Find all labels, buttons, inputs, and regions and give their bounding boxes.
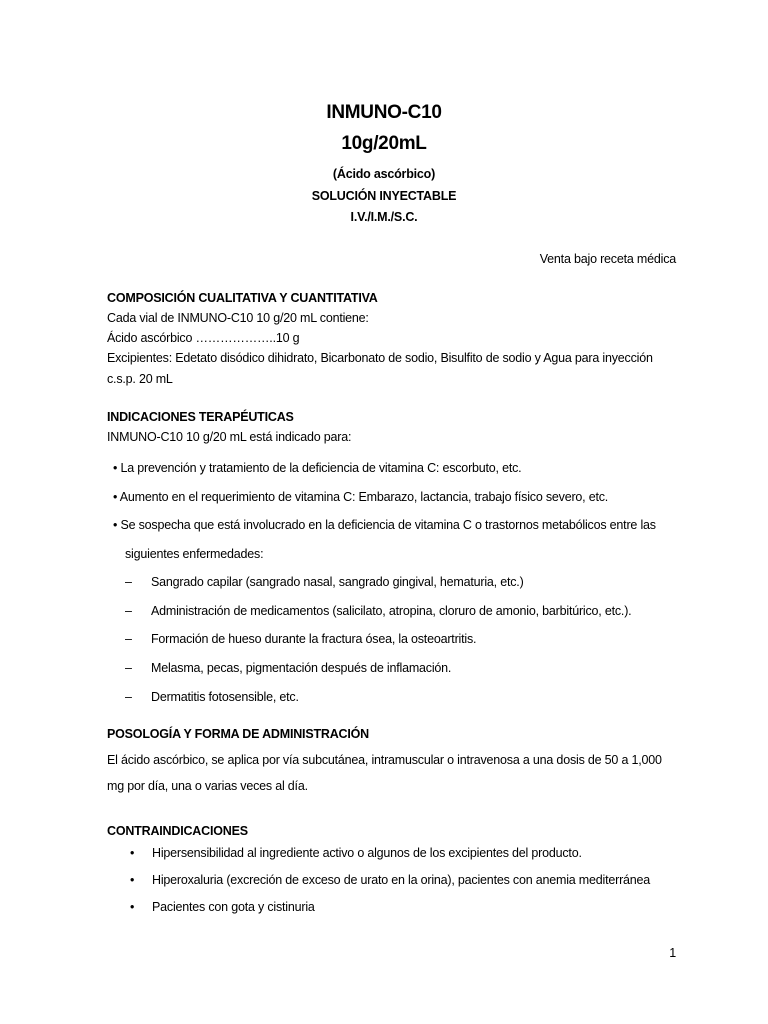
sale-condition: Venta bajo receta médica bbox=[539, 252, 676, 266]
indication-bullet-3-cont: siguientes enfermedades: bbox=[125, 547, 264, 561]
composition-line-1: Cada vial de INMUNO-C10 10 g/20 mL contiene: bbox=[107, 311, 369, 325]
indication-bullet-3: • Se sospecha que está involucrado en la deficiencia de vitamina C o trastornos metabólicos entre las bbox=[113, 518, 656, 532]
indications-heading: INDICACIONES TERAPÉUTICAS bbox=[107, 410, 294, 424]
composition-line-3: Excipientes: Edetato disódico dihidrato, Bicarbonato de sodio, Bisulfito de sodio y Agua para inyección bbox=[107, 351, 653, 365]
contraindication-item-3: Pacientes con gota y cistinuria bbox=[152, 900, 315, 914]
dash-marker: – bbox=[125, 575, 132, 589]
bullet-marker: • bbox=[130, 900, 135, 914]
bullet-marker: • bbox=[130, 873, 135, 887]
indication-bullet-2: • Aumento en el requerimiento de vitamina C: Embarazo, lactancia, trabajo físico severo, etc. bbox=[113, 490, 609, 504]
contraindication-item-1: Hipersensibilidad al ingrediente activo o algunos de los excipientes del producto. bbox=[152, 846, 582, 860]
contraindication-item-2: Hiperoxaluria (excreción de exceso de urato en la orina), pacientes con anemia mediterránea bbox=[152, 873, 651, 887]
dash-marker: – bbox=[125, 661, 132, 675]
sub-item-3: Formación de hueso durante la fractura ósea, la osteoartritis. bbox=[151, 632, 477, 646]
composition-heading: COMPOSICIÓN CUALITATIVA Y CUANTITATIVA bbox=[107, 291, 378, 305]
composition-line-4: c.s.p. 20 mL bbox=[107, 372, 173, 386]
sub-item-1: Sangrado capilar (sangrado nasal, sangrado gingival, hematuria, etc.) bbox=[151, 575, 524, 589]
indication-bullet-1: • La prevención y tratamiento de la deficiencia de vitamina C: escorbuto, etc. bbox=[113, 461, 522, 475]
sub-item-5: Dermatitis fotosensible, etc. bbox=[151, 690, 299, 704]
posology-line-2: mg por día, una o varias veces al día. bbox=[107, 779, 308, 793]
posology-heading: POSOLOGÍA Y FORMA DE ADMINISTRACIÓN bbox=[107, 727, 369, 741]
sub-item-2: Administración de medicamentos (salicilato, atropina, cloruro de amonio, barbitúrico, etc.). bbox=[151, 604, 632, 618]
page-number: 1 bbox=[669, 946, 676, 960]
product-strength: 10g/20mL bbox=[341, 133, 427, 154]
dash-marker: – bbox=[125, 690, 132, 704]
active-ingredient: (Ácido ascórbico) bbox=[332, 167, 436, 181]
dash-marker: – bbox=[125, 604, 132, 618]
dosage-form: SOLUCIÓN INYECTABLE bbox=[311, 189, 457, 203]
administration-route: I.V./I.M./S.C. bbox=[350, 210, 418, 224]
bullet-marker: • bbox=[130, 846, 135, 860]
dash-marker: – bbox=[125, 632, 132, 646]
indications-intro: INMUNO-C10 10 g/20 mL está indicado para: bbox=[107, 430, 352, 444]
contraindications-heading: CONTRAINDICACIONES bbox=[107, 824, 248, 838]
product-name: INMUNO-C10 bbox=[326, 102, 442, 123]
posology-line-1: El ácido ascórbico, se aplica por vía subcutánea, intramuscular o intravenosa a una dosis de 50 a 1,000 bbox=[107, 753, 662, 767]
composition-line-2: Ácido ascórbico ………………..10 g bbox=[107, 331, 300, 345]
sub-item-4: Melasma, pecas, pigmentación después de inflamación. bbox=[151, 661, 452, 675]
